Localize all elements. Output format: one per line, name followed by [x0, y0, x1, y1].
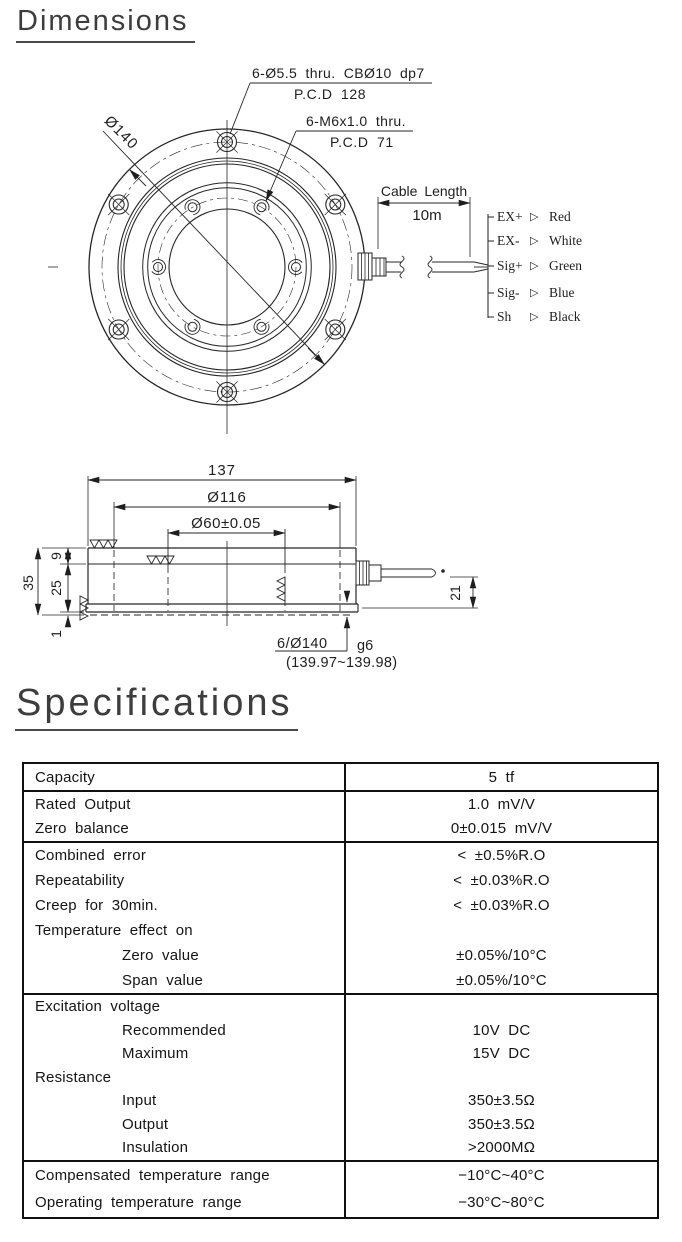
side-view-labels [20, 462, 463, 671]
spec-label: Maximum [24, 1042, 346, 1066]
table-row [24, 1089, 657, 1113]
top-view-labels [101, 65, 582, 324]
wire-signal: Sh [497, 309, 512, 324]
table-row [24, 995, 657, 1019]
spec-value: 10V DC [472, 1021, 531, 1039]
height-35-label: 35 [20, 575, 36, 591]
spec-value [346, 918, 657, 943]
dia60-label: Ø60±0.05 [191, 515, 261, 532]
wire-color: Red [549, 209, 571, 224]
spec-label: Zero balance [24, 817, 346, 842]
wire-signal: EX- [497, 233, 520, 248]
spec-label: Insulation [24, 1136, 346, 1160]
spec-label: Creep for 30min. [24, 893, 346, 918]
cable-length-value: 10m [412, 207, 442, 224]
spigot-fit: g6 [357, 638, 374, 654]
spec-value: ±0.05%/10°C [456, 972, 547, 989]
spec-label: Rated Output [24, 792, 346, 817]
spec-value [346, 1066, 657, 1090]
spec-label: Span value [24, 968, 346, 993]
wire-pointer: ▷ [530, 287, 539, 299]
spec-value: 5 tf [488, 768, 515, 786]
table-row [24, 792, 657, 817]
bolt-callout-line2: P.C.D 128 [294, 86, 367, 102]
spec-label: Input [24, 1089, 346, 1113]
tap-callout-line1: 6-M6x1.0 thru. [306, 113, 406, 129]
spec-label: Compensated temperature range [24, 1162, 346, 1190]
wire-pointer: ▷ [530, 260, 539, 272]
table-row [24, 1136, 657, 1160]
spec-label: Output [24, 1113, 346, 1137]
wire-signal: EX+ [497, 209, 523, 224]
spec-value: 15V DC [472, 1045, 531, 1063]
step-9-label: 9 [48, 552, 64, 560]
spec-label: Excitation voltage [24, 995, 346, 1019]
wire-labels [497, 209, 582, 324]
spec-label: Temperature effect on [24, 918, 346, 943]
dia140-label: Ø140 [100, 112, 142, 154]
table-row [24, 1162, 657, 1190]
cable-length-label: Cable Length [380, 183, 468, 199]
cable-gland [358, 253, 386, 280]
wire-pointer: ▷ [530, 311, 539, 323]
spec-value: 350±3.5Ω [468, 1092, 535, 1110]
table-row [24, 968, 657, 993]
table-row [24, 843, 657, 868]
table-row [24, 918, 657, 943]
spec-label: Resistance [24, 1066, 346, 1090]
spigot-label: 6/Ø140 [277, 636, 328, 652]
spec-label: Recommended [24, 1019, 346, 1043]
wire-signal: Sig- [497, 285, 520, 300]
table-row [24, 893, 657, 918]
table-row [24, 817, 657, 842]
spec-label: Combined error [24, 843, 346, 868]
table-row [24, 764, 657, 790]
width-137-label: 137 [207, 462, 237, 479]
spec-value: < ±0.03%R.O [453, 897, 550, 914]
spigot-tolerance: (139.97~139.98) [286, 655, 398, 671]
dimensions-heading: Dimensions [16, 6, 195, 43]
spec-value: −10°C~40°C [458, 1166, 545, 1184]
wire-pointer: ▷ [530, 211, 539, 223]
specifications-table [22, 762, 659, 1219]
tap-callout-line2: P.C.D 71 [330, 134, 394, 150]
table-row [24, 1019, 657, 1043]
wire-color: White [549, 233, 582, 248]
spec-value: ±0.05%/10°C [456, 947, 547, 964]
table-row [24, 1066, 657, 1090]
wire-signal: Sig+ [497, 258, 523, 273]
wire-bracket [488, 214, 494, 318]
wire-color: Green [549, 258, 582, 273]
cable-length-dimension [378, 197, 470, 257]
table-group-accuracy [24, 843, 657, 995]
table-row [24, 1113, 657, 1137]
spec-value: < ±0.03%R.O [453, 872, 550, 889]
table-row [24, 868, 657, 893]
base-1-label: 1 [48, 630, 64, 638]
side-cable-gland [356, 561, 445, 585]
wire-pointer: ▷ [530, 235, 539, 247]
spec-value: 350±3.5Ω [468, 1115, 535, 1133]
side-view-drawing [38, 476, 478, 651]
table-group-output [24, 792, 657, 843]
weld-marks [80, 540, 285, 620]
dia116-label: Ø116 [207, 489, 247, 506]
table-group-temperature [24, 1162, 657, 1217]
dia140-dimension [103, 131, 325, 365]
spec-value: −30°C~80°C [458, 1194, 545, 1212]
bolt-callout-line1: 6-Ø5.5 thru. CBØ10 dp7 [252, 65, 425, 81]
table-row [24, 1042, 657, 1066]
table-group-capacity [24, 764, 657, 792]
cable-lines [386, 256, 488, 278]
spec-value: 1.0 mV/V [467, 795, 536, 813]
body-25-label: 25 [48, 580, 64, 596]
spec-value [346, 995, 657, 1019]
table-row [24, 943, 657, 968]
spec-label: Capacity [24, 764, 346, 790]
spec-label: Zero value [24, 943, 346, 968]
spec-value: < ±0.5%R.O [457, 847, 546, 864]
spec-value: >2000MΩ [467, 1139, 536, 1157]
offset-21-label: 21 [447, 585, 463, 601]
spec-label: Operating temperature range [24, 1189, 346, 1217]
specifications-heading: Specifications [15, 684, 298, 731]
spec-label: Repeatability [24, 868, 346, 893]
table-row [24, 1189, 657, 1217]
wire-color: Blue [549, 285, 575, 300]
table-group-electrical [24, 995, 657, 1162]
spec-value: 0±0.015 mV/V [450, 820, 553, 838]
wire-color: Black [549, 309, 581, 324]
